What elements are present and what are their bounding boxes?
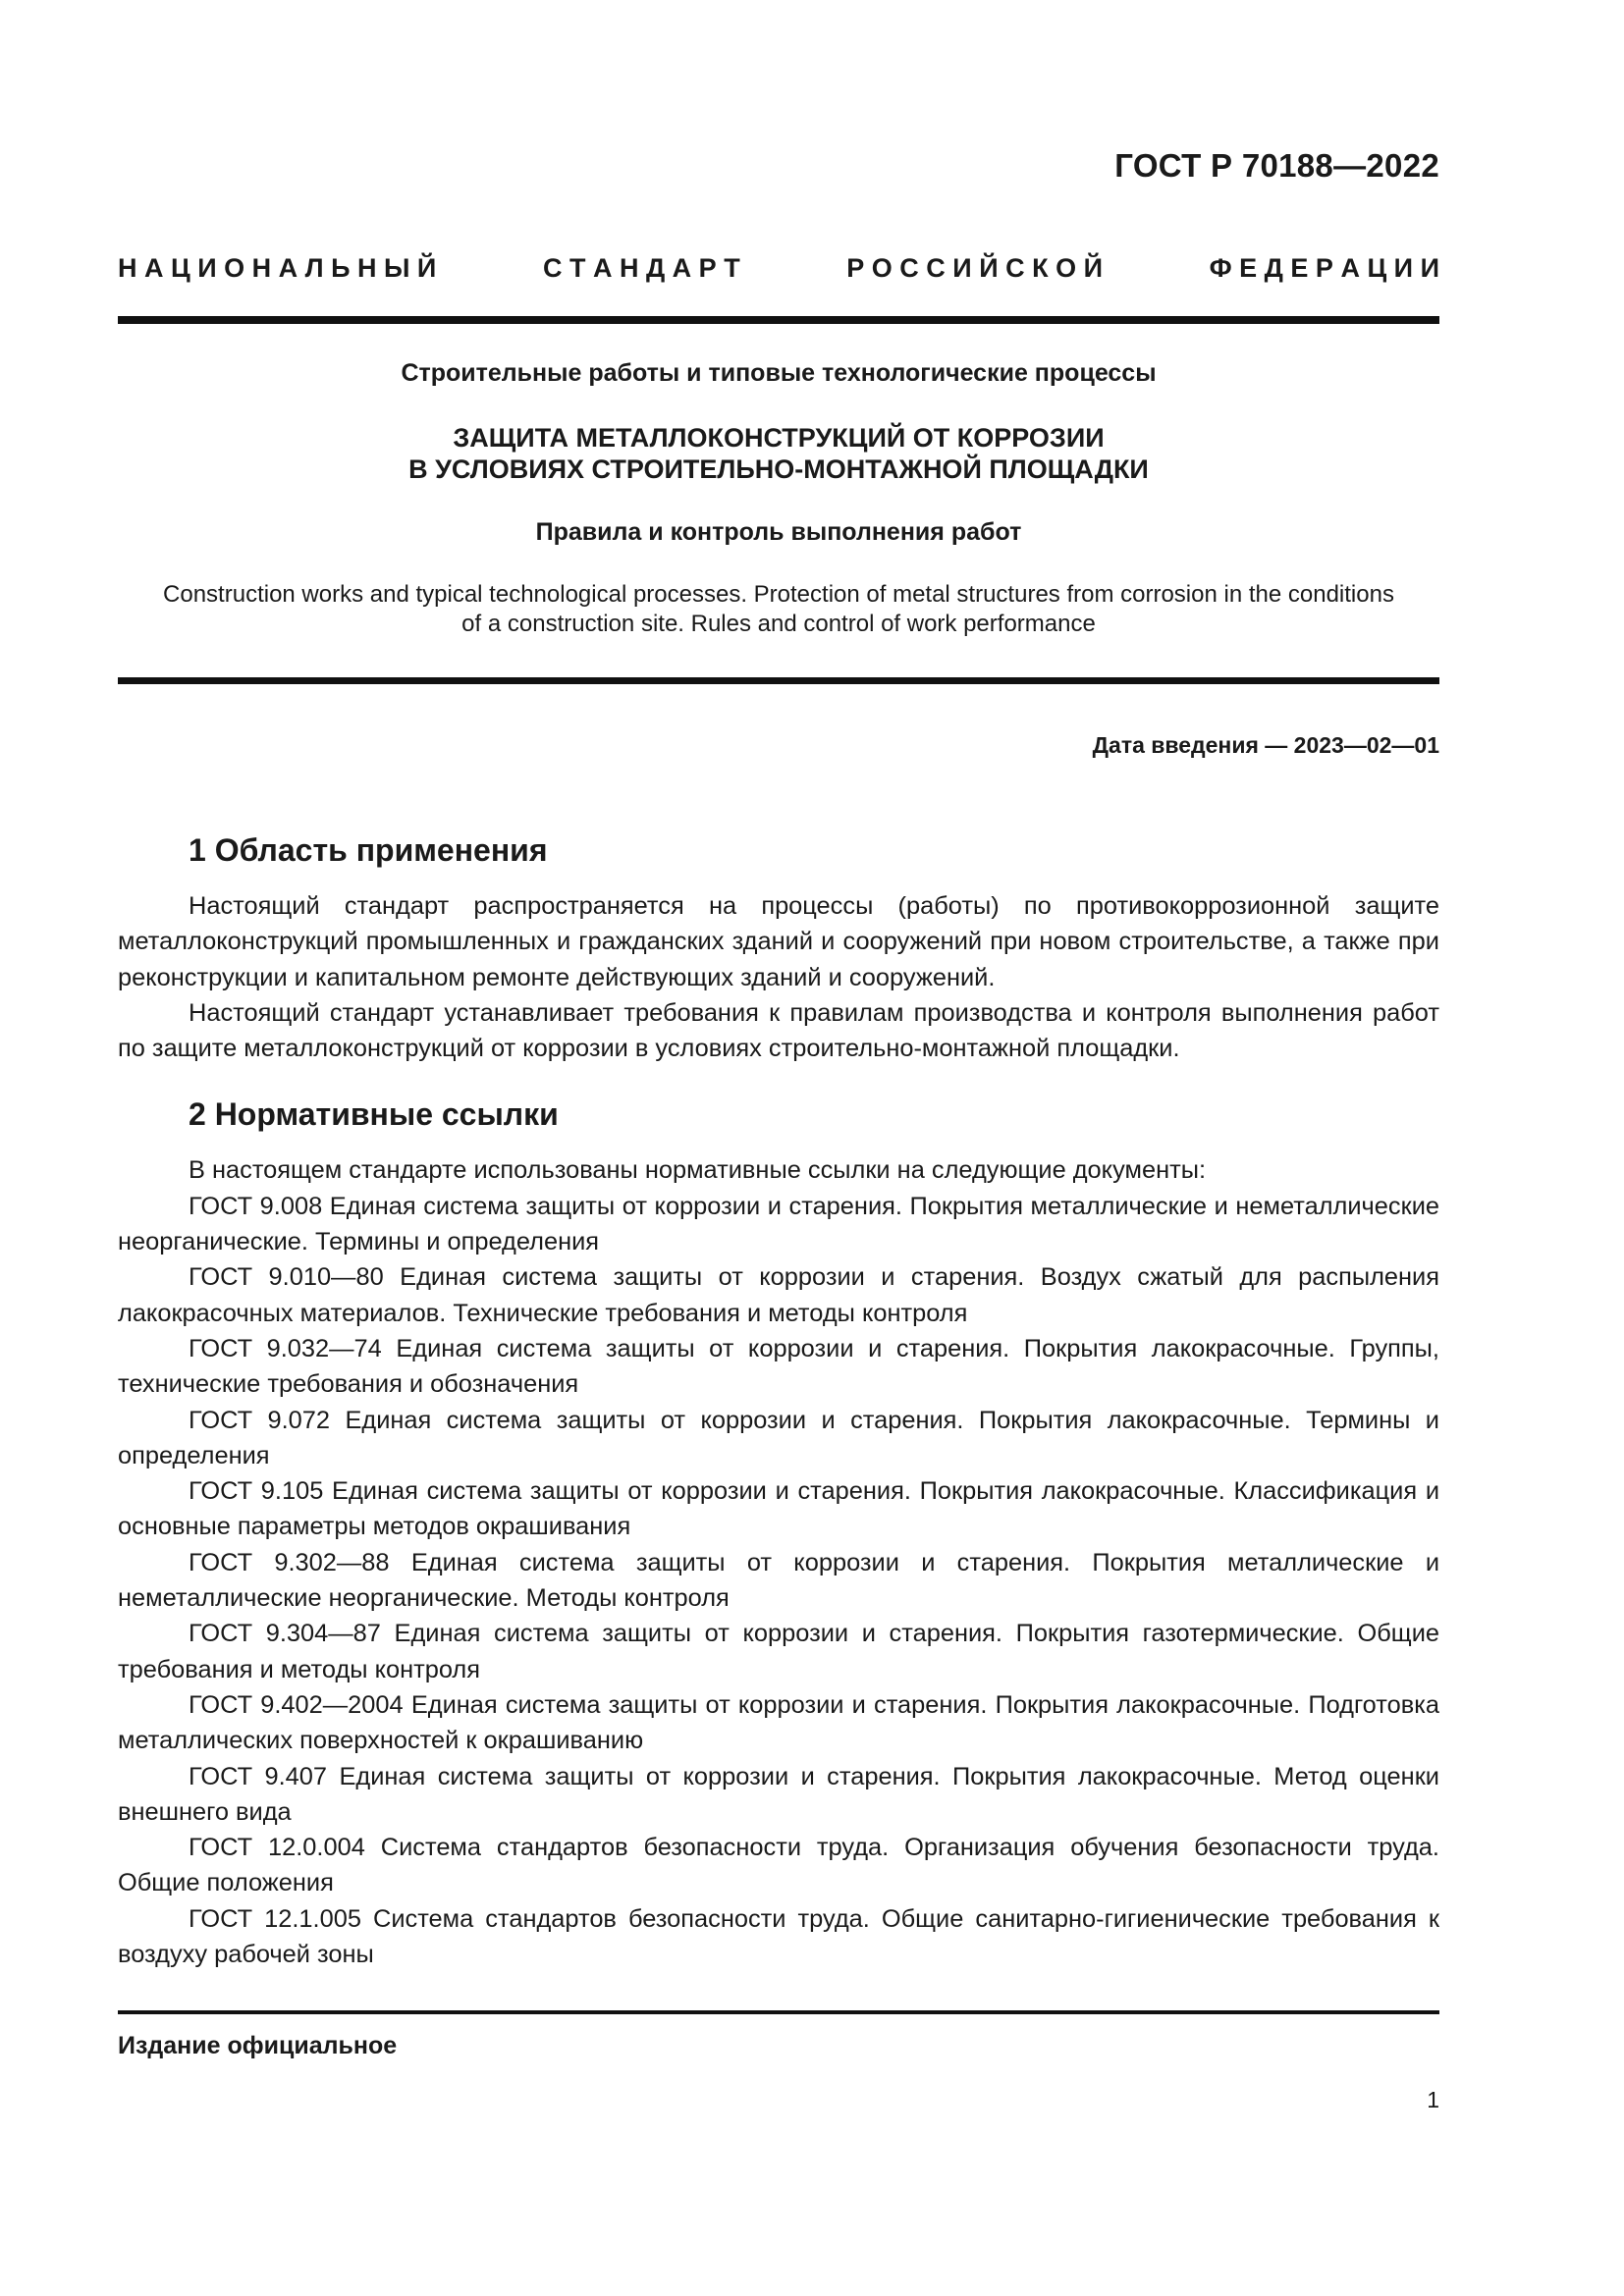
document-title-line-1: ЗАЩИТА МЕТАЛЛОКОНСТРУКЦИЙ ОТ КОРРОЗИИ bbox=[453, 423, 1105, 453]
national-standard-word: Ф Е Д Е Р А Ц И И bbox=[1209, 253, 1439, 283]
english-title-line-1: Construction works and typical technological processes. Protection of metal structures from corrosion in the conditions bbox=[163, 581, 1394, 608]
page-number: 1 bbox=[1427, 2087, 1439, 2112]
normative-reference: ГОСТ 9.010—80 Единая система защиты от коррозии и старения. Воздух сжатый для распыления лакокрасочных материалов. Технические требования и методы контроля bbox=[118, 1263, 1439, 1327]
section-1-title: 1 Область применения bbox=[189, 832, 548, 868]
document-body bbox=[118, 830, 1439, 1972]
national-standard-word: Р О С С И Й С К О Й bbox=[846, 253, 1104, 283]
section-2-title: 2 Нормативные ссылки bbox=[189, 1096, 559, 1133]
document-title-line-2: В УСЛОВИЯХ СТРОИТЕЛЬНО-МОНТАЖНОЙ ПЛОЩАДКИ bbox=[408, 454, 1149, 484]
official-edition-label: Издание официальное bbox=[118, 2032, 398, 2059]
normative-reference: ГОСТ 12.0.004 Система стандартов безопасности труда. Организация обучения безопасности труда. Общие положения bbox=[118, 1834, 1439, 1897]
normative-reference: ГОСТ 9.402—2004 Единая система защиты от коррозии и старения. Покрытия лакокрасочные. Подготовка металлических поверхностей к окрашиванию bbox=[118, 1690, 1439, 1755]
section-2-intro: В настоящем стандарте использованы нормативные ссылки на следующие документы: bbox=[189, 1156, 1207, 1185]
standard-series: Строительные работы и типовые технологические процессы bbox=[401, 359, 1157, 387]
introduction-date: Дата введения — 2023—02—01 bbox=[1092, 732, 1439, 758]
national-standard-word: С Т А Н Д А Р Т bbox=[542, 253, 740, 283]
header-rule bbox=[118, 316, 1439, 324]
english-title bbox=[118, 580, 1439, 639]
normative-reference: ГОСТ 9.302—88 Единая система защиты от коррозии и старения. Покрытия металлические и неметаллические неорганические. Методы контроля bbox=[118, 1548, 1439, 1613]
normative-reference: ГОСТ 9.032—74 Единая система защиты от коррозии и старения. Покрытия лакокрасочные. Группы, технические требования и обозначения bbox=[118, 1334, 1439, 1399]
normative-reference: ГОСТ 9.072 Единая система защиты от коррозии и старения. Покрытия лакокрасочные. Термины и определения bbox=[118, 1406, 1439, 1469]
normative-reference: ГОСТ 9.304—87 Единая система защиты от коррозии и старения. Покрытия газотермические. Общие требования и методы контроля bbox=[118, 1620, 1439, 1683]
title-block-rule bbox=[118, 677, 1439, 684]
footer-rule bbox=[118, 2010, 1439, 2014]
document-code: ГОСТ Р 70188—2022 bbox=[1114, 147, 1439, 184]
national-standard-heading bbox=[118, 253, 1439, 284]
normative-reference: ГОСТ 9.008 Единая система защиты от коррозии и старения. Покрытия металлические и неметаллические неорганические. Термины и определения bbox=[118, 1192, 1439, 1256]
normative-reference: ГОСТ 9.407 Единая система защиты от коррозии и старения. Покрытия лакокрасочные. Метод оценки внешнего вида bbox=[118, 1762, 1439, 1826]
national-standard-word: Н А Ц И О Н А Л Ь Н Ы Й bbox=[118, 253, 437, 283]
normative-reference: ГОСТ 12.1.005 Система стандартов безопасности труда. Общие санитарно-гигиенические требования к воздуху рабочей зоны bbox=[118, 1904, 1439, 1969]
normative-reference: ГОСТ 9.105 Единая система защиты от коррозии и старения. Покрытия лакокрасочные. Классификация и основные параметры методов окрашивания bbox=[118, 1477, 1439, 1541]
document-title bbox=[118, 422, 1439, 485]
section-1-paragraph: Настоящий стандарт распространяется на процессы (работы) по противокоррозионной защите металлоконструкций промышленных и гражданских зданий и сооружений при новом строительстве, а также при реконструкции и капитальном ремонте действующих зданий и сооружений. bbox=[118, 892, 1439, 991]
section-1-paragraph: Настоящий стандарт устанавливает требования к правилам производства и контроля выполнения работ по защите металлоконструкций от коррозии в условиях строительно-монтажной площадки. bbox=[118, 998, 1439, 1063]
document-subtitle: Правила и контроль выполнения работ bbox=[535, 518, 1022, 546]
english-title-line-2: of a construction site. Rules and control of work performance bbox=[461, 611, 1096, 637]
